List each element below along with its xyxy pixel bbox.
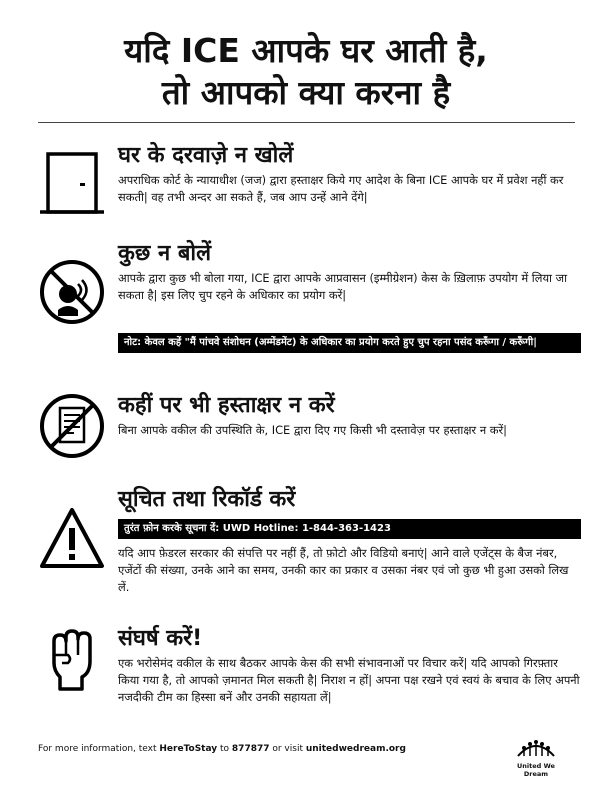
footer-keyword: HereToStay bbox=[159, 744, 218, 754]
door-icon bbox=[38, 148, 106, 216]
no-document-icon bbox=[38, 392, 106, 460]
title-line-1: यदि ICE आपके घर आती है, bbox=[124, 31, 488, 70]
no-speaking-icon bbox=[38, 258, 106, 326]
footer-prefix: For more information, text bbox=[38, 744, 160, 754]
footer bbox=[38, 744, 406, 754]
united-we-dream-logo bbox=[504, 736, 568, 778]
section-heading: कुछ न बोलें bbox=[118, 241, 212, 266]
footer-suffix: or visit bbox=[269, 744, 306, 754]
section-heading: संघर्ष करें! bbox=[118, 626, 203, 651]
page-title bbox=[0, 30, 612, 114]
section-heading: घर के दरवाज़े न खोलें bbox=[118, 143, 294, 168]
raised-fist-icon bbox=[38, 625, 106, 693]
title-line-2: तो आपको क्या करना है bbox=[161, 73, 451, 112]
hotline-bar: तुरंत फ़ोन करके सूचना दें: UWD Hotline: 1-844-363-1423 bbox=[118, 519, 581, 539]
section-heading: कहीं पर भी हस्ताक्षर न करें bbox=[118, 393, 335, 418]
logo-text: United We Dream bbox=[517, 762, 555, 778]
divider bbox=[38, 122, 575, 123]
logo-icon bbox=[514, 736, 558, 758]
footer-middle: to bbox=[217, 744, 232, 754]
section-body: अपराधिक कोर्ट के न्यायाधीश (जज) द्वारा हस्ताक्षर किये गए आदेश के बिना ICE आपके घर में प्रवेश नहीं कर सकती| वह तभी अन्दर आ सकते हैं, जब आप उन्हें आने देंगे| bbox=[118, 173, 564, 204]
note-bar: नोट: केवल कहें "मैं पांचवे संशोधन (अम्मेंडमेंट) के अधिकार का प्रयोग करते हुए चुप रहना पसंद करूँगा / करूँगी| bbox=[118, 333, 581, 353]
section-body: एक भरोसेमंद वकील के साथ बैठकर आपके केस की सभी संभावनाओं पर विचार करें| यदि आपको गिरफ़्तार किया गया है, तो आपको ज़मानत मिल सकती है| निराश न हों| अपना पक्ष रखने एवं स्वयं के बचाव के लिए अपनी नजदीकी टीम का हिस्सा बनें और उनकी सहायता लें| bbox=[118, 656, 580, 704]
footer-number: 877877 bbox=[231, 744, 270, 754]
section-heading: सूचित तथा रिकॉर्ड करें bbox=[118, 487, 296, 512]
warning-icon bbox=[38, 504, 106, 572]
section-body: आपके द्वारा कुछ भी बोला गया, ICE द्वारा आपके आप्रवासन (इम्मीग्रेशन) केस के ख़िलाफ़ उपयोग में लिया जा सकता है| इस लिए चुप रहने के अधिकार का प्रयोग करें| bbox=[118, 271, 568, 302]
section-body: यदि आप फ़ेडरल सरकार की संपत्ति पर नहीं हैं, तो फ़ोटो और विडियो बनाएं| आने वाले एजेंट्स के बैज नंबर, एजेंटों की संख्या, उनके आने का समय, उनकी कार का प्रकार व उसका नंबर एवं जो कुछ भी हुआ उसको लिख लें. bbox=[118, 546, 569, 594]
footer-site[interactable]: unitedwedream.org bbox=[305, 744, 406, 754]
section-body: बिना आपके वकील की उपस्थिति के, ICE द्वारा दिए गए किसी भी दस्तावेज़ पर हस्ताक्षर न करें| bbox=[118, 423, 508, 437]
